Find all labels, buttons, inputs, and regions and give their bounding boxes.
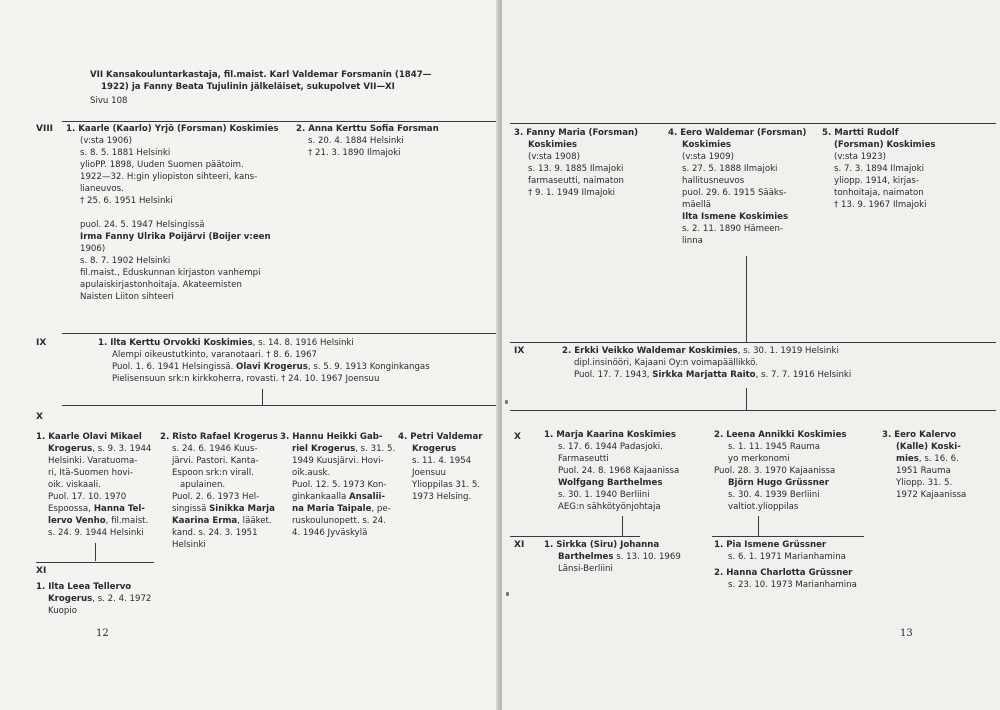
marriage-line [292,492,385,503]
spouse-detail: AEG:n sähkötyönjohtaja [558,502,661,512]
marriage-detail: Puol. 17. 7. 1943, [574,370,653,380]
person-name: 1. Pia Ismene Grüssner [714,540,827,550]
person-detail: † 13. 9. 1967 Ilmajoki [834,200,927,210]
person-detail: s. 1. 11. 1945 Rauma [728,442,821,452]
person-detail: Puol. 17. 10. 1970 [48,492,127,502]
spouse-name: Hanna Tel- [90,504,145,514]
person-detail: s. 6. 1. 1971 Marianhamina [728,552,846,562]
generation-rule-viii-right [510,123,996,124]
spouse-detail: , s. 7. 7. 1916 Helsinki [755,370,852,380]
marriage-detail: ginkankaalla [292,492,349,502]
generation-rule-ix-right [510,342,996,343]
spouse-detail: s. 24. 9. 1944 Helsinki [48,528,144,538]
person-name: mies [896,454,919,464]
spouse-line [292,504,391,515]
marriage-detail: Puol. 1. 6. 1941 Helsingissä. [112,362,237,372]
person-name: 4. Eero Waldemar (Forsman) [668,128,807,138]
person-name: Barthelmes [558,552,614,562]
marriage-detail: Puol. 2. 6. 1973 Hel- [172,492,260,502]
person-detail: järvi. Pastori. Kanta- [172,456,259,466]
birth-detail: , s. 9. 3. 1944 [92,444,152,454]
person-detail: Espoon srk:n virall. [172,468,254,478]
marriage-line [112,362,430,373]
spouse-detail: fil.maist., Eduskunnan kirjaston vanhempi [80,268,261,278]
marriage-line [48,504,145,515]
spouse-name: Ansalii- [348,492,386,502]
person-detail: lianeuvos. [80,184,124,194]
generation-label-viii: VIII [36,124,54,134]
spouse-line [172,516,272,527]
person-line [562,346,839,357]
person-name: 2. Leena Annikki Koskimies [714,430,847,440]
marriage-detail: Puol. 28. 3. 1970 Kajaanissa [714,466,836,476]
person-name: 1. Kaarle Olavi Mikael [36,432,142,442]
person-name: Krogerus [48,444,93,454]
person-line [292,444,395,455]
generation-rule-x-left [62,405,498,406]
person-detail: s. 17. 6. 1944 Padasjoki. [558,442,663,452]
person-detail: (v:sta 1908) [528,152,580,162]
person-detail: s. 11. 4. 1954 [412,456,472,466]
descent-line [746,256,747,342]
spouse-name: Olavi Krogerus [236,362,308,372]
marriage-detail: Puol. 24. 8. 1968 Kajaanissa [558,466,680,476]
print-speck [505,400,508,404]
generation-rule-xi-right-b [712,536,864,537]
person-detail: Ylioppilas 31. 5. [412,480,481,490]
spouse-detail: s. 2. 11. 1890 Hämeen- [682,224,784,234]
person-name: Koskimies [528,140,578,150]
birth-detail: , s. 14. 8. 1916 Helsinki [252,338,354,348]
person-detail: s. 20. 4. 1884 Helsinki [308,136,404,146]
right-page [502,0,1000,710]
person-detail: 1922—32. H:gin yliopiston sihteeri, kans- [80,172,258,182]
generation-rule-x-right [510,410,996,411]
person-detail: (v:sta 1906) [80,136,132,146]
generation-rule-xi-right-a [510,536,640,537]
spouse-detail: s. 30. 1. 1940 Berliini [558,490,650,500]
person-detail: dipl.insinööri, Kajaani Oy:n voimapäällikkö. [574,358,759,368]
spouse-name: Ilta Ismene Koskimies [682,212,789,222]
person-name: 4. Petri Valdemar [398,432,483,442]
spouse-detail: 4. 1946 Jyväskylä [292,528,368,538]
spouse-line [48,516,148,527]
person-detail: 1949 Kuusjärvi. Hovi- [292,456,384,466]
person-detail: † 21. 3. 1890 Ilmajoki [308,148,401,158]
generation-label-xi-right: XI [514,540,525,550]
descent-line [758,516,759,536]
person-detail: † 25. 6. 1951 Helsinki [80,196,173,206]
generation-label-x-right: X [514,432,521,442]
marriage-line [172,504,275,515]
person-detail: (v:sta 1909) [682,152,734,162]
person-detail: s. 27. 5. 1888 Ilmajoki [682,164,778,174]
person-line [896,454,959,465]
header-line-1: VII Kansakouluntarkastaja, fil.maist. Karl Valdemar Forsmanin (1847— [90,70,432,80]
person-detail: s. 24. 6. 1946 Kuus- [172,444,258,454]
person-name: 1. Sirkka (Siru) Johanna [544,540,660,550]
person-detail: farmaseutti, naimaton [528,176,624,186]
birth-detail: , s. 16. 6. [918,454,959,464]
spouse-detail: Naisten Liiton sihteeri [80,292,174,302]
generation-label-ix-right: IX [514,346,525,356]
spouse-detail: , fil.maist. [105,516,149,526]
spouse-detail: kand. s. 24. 3. 1951 [172,528,258,538]
marriage-detail: singissä [172,504,210,514]
person-name: Koskimies [682,140,732,150]
birth-detail: , s. 2. 4. 1972 [92,594,152,604]
spouse-detail: 1906) [80,244,106,254]
spouse-detail: Helsinki [172,540,206,550]
person-name: (Kalle) Koski- [896,442,961,452]
person-name: 3. Hannu Heikki Gab- [280,432,383,442]
marriage-detail: mäellä [682,200,711,210]
descent-line [95,543,96,561]
person-name: 2. Hanna Charlotta Grüssner [714,568,853,578]
marriage-detail: puol. 24. 5. 1947 Helsingissä [80,220,205,230]
page-number-left: 12 [96,628,109,639]
spouse-name: Björn Hugo Grüssner [728,478,829,488]
marriage-detail: puol. 29. 6. 1915 Sääks- [682,188,787,198]
person-name: Krogerus [48,594,93,604]
spouse-detail: Pielisensuun srk:n kirkkoherra, rovasti. † 24. 10. 1967 Joensuu [112,374,380,384]
birth-detail: , s. 31. 5. [355,444,396,454]
person-detail: 1972 Kajaanissa [896,490,967,500]
person-name: (Forsman) Koskimies [834,140,936,150]
person-detail: 1973 Helsing. [412,492,472,502]
spouse-name: Wolfgang Barthelmes [558,478,663,488]
person-detail: yo merkonomi [728,454,790,464]
spouse-name: lervo Venho [48,516,106,526]
person-detail: oik.ausk. [292,468,331,478]
person-detail: (v:sta 1923) [834,152,886,162]
person-name: 2. Anna Kerttu Sofia Forsman [296,124,439,134]
person-name: 1. Ilta Kerttu Orvokki Koskimies [98,338,253,348]
person-detail: Alempi oikeustutkinto, varanotaari. † 8. 6. 1967 [112,350,318,360]
person-line [48,444,151,455]
person-name: riel Krogerus [292,444,356,454]
spouse-detail: s. 8. 7. 1902 Helsinki [80,256,171,266]
generation-label-ix-left: IX [36,338,47,348]
generation-rule-ix-left [62,333,498,334]
generation-label-x-left: X [36,412,43,422]
person-name: 5. Martti Rudolf [822,128,899,138]
person-detail: oik. viskaali. [48,480,101,490]
person-name: 1. Kaarle (Kaarlo) Yrjö (Forsman) Koskimies [66,124,279,134]
marriage-line [574,370,851,381]
person-detail: yliopp. 1914, kirjas- [834,176,919,186]
spouse-detail: apulaiskirjastonhoitaja. Akateemisten [80,280,242,290]
person-name: 2. Erkki Veikko Waldemar Koskimies [562,346,738,356]
descent-line [262,389,263,405]
person-detail: Länsi-Berliini [558,564,613,574]
person-detail: tonhoitaja, naimaton [834,188,924,198]
descent-line [622,516,623,536]
person-detail: † 9. 1. 1949 Ilmajoki [528,188,616,198]
header-line-2: 1922) ja Fanny Beata Tujulinin jälkeläiset, sukupolvet VII—XI [101,82,395,92]
spouse-name: na Maria Taipale [292,504,372,514]
spouse-name: Sinikka Marja [209,504,275,514]
person-detail: Helsinki. Varatuoma- [48,456,138,466]
person-name: 1. Ilta Leea Tellervo [36,582,132,592]
spouse-detail: , s. 5. 9. 1913 Konginkangas [307,362,430,372]
print-speck [506,592,509,596]
birth-detail: s. 13. 10. 1969 [613,552,681,562]
descent-line [746,388,747,410]
person-detail: hallitusneuvos [682,176,745,186]
spouse-name: Kaarina Erma [172,516,238,526]
person-detail: ylioPP. 1898, Uuden Suomen päätoim. [80,160,244,170]
person-detail: Kuopio [48,606,78,616]
spouse-detail: ruskoulunopett. s. 24. [292,516,386,526]
person-name: 3. Fanny Maria (Forsman) [514,128,639,138]
spouse-name: Sirkka Marjatta Raito [652,370,756,380]
spouse-detail: s. 30. 4. 1939 Berliini [728,490,820,500]
generation-rule-viii [62,121,498,122]
person-line [48,594,151,605]
generation-rule-xi-left [36,562,154,563]
page-reference: Sivu 108 [90,96,128,106]
left-page [0,0,498,710]
person-name: 3. Eero Kalervo [882,430,957,440]
spouse-detail: , pe- [371,504,391,514]
spouse-detail: linna [682,236,703,246]
person-name: Krogerus [412,444,457,454]
person-detail: apulainen. [180,480,226,490]
generation-label-xi-left: XI [36,566,47,576]
person-detail: Yliopp. 31. 5. [896,478,953,488]
person-detail: Farmaseutti [558,454,609,464]
person-detail: s. 13. 9. 1885 Ilmajoki [528,164,624,174]
spouse-detail: valtiot.ylioppilas [728,502,799,512]
person-name: 2. Risto Rafael Krogerus [160,432,278,442]
person-detail: Joensuu [412,468,446,478]
marriage-detail: Espoossa, [48,504,91,514]
page-number-right: 13 [900,628,913,639]
spouse-detail: , lääket. [237,516,272,526]
person-line [558,552,681,563]
person-detail: s. 8. 5. 1881 Helsinki [80,148,171,158]
person-line [98,338,354,349]
person-name: 1. Marja Kaarina Koskimies [544,430,676,440]
person-detail: 1951 Rauma [896,466,951,476]
spouse-name: Irma Fanny Ulrika Poijärvi (Boijer v:een [80,232,271,242]
person-detail: s. 7. 3. 1894 Ilmajoki [834,164,924,174]
person-detail: ri, Itä-Suomen hovi- [48,468,133,478]
marriage-detail: Puol. 12. 5. 1973 Kon- [292,480,387,490]
birth-detail: , s. 30. 1. 1919 Helsinki [737,346,839,356]
person-detail: s. 23. 10. 1973 Marianhamina [728,580,857,590]
